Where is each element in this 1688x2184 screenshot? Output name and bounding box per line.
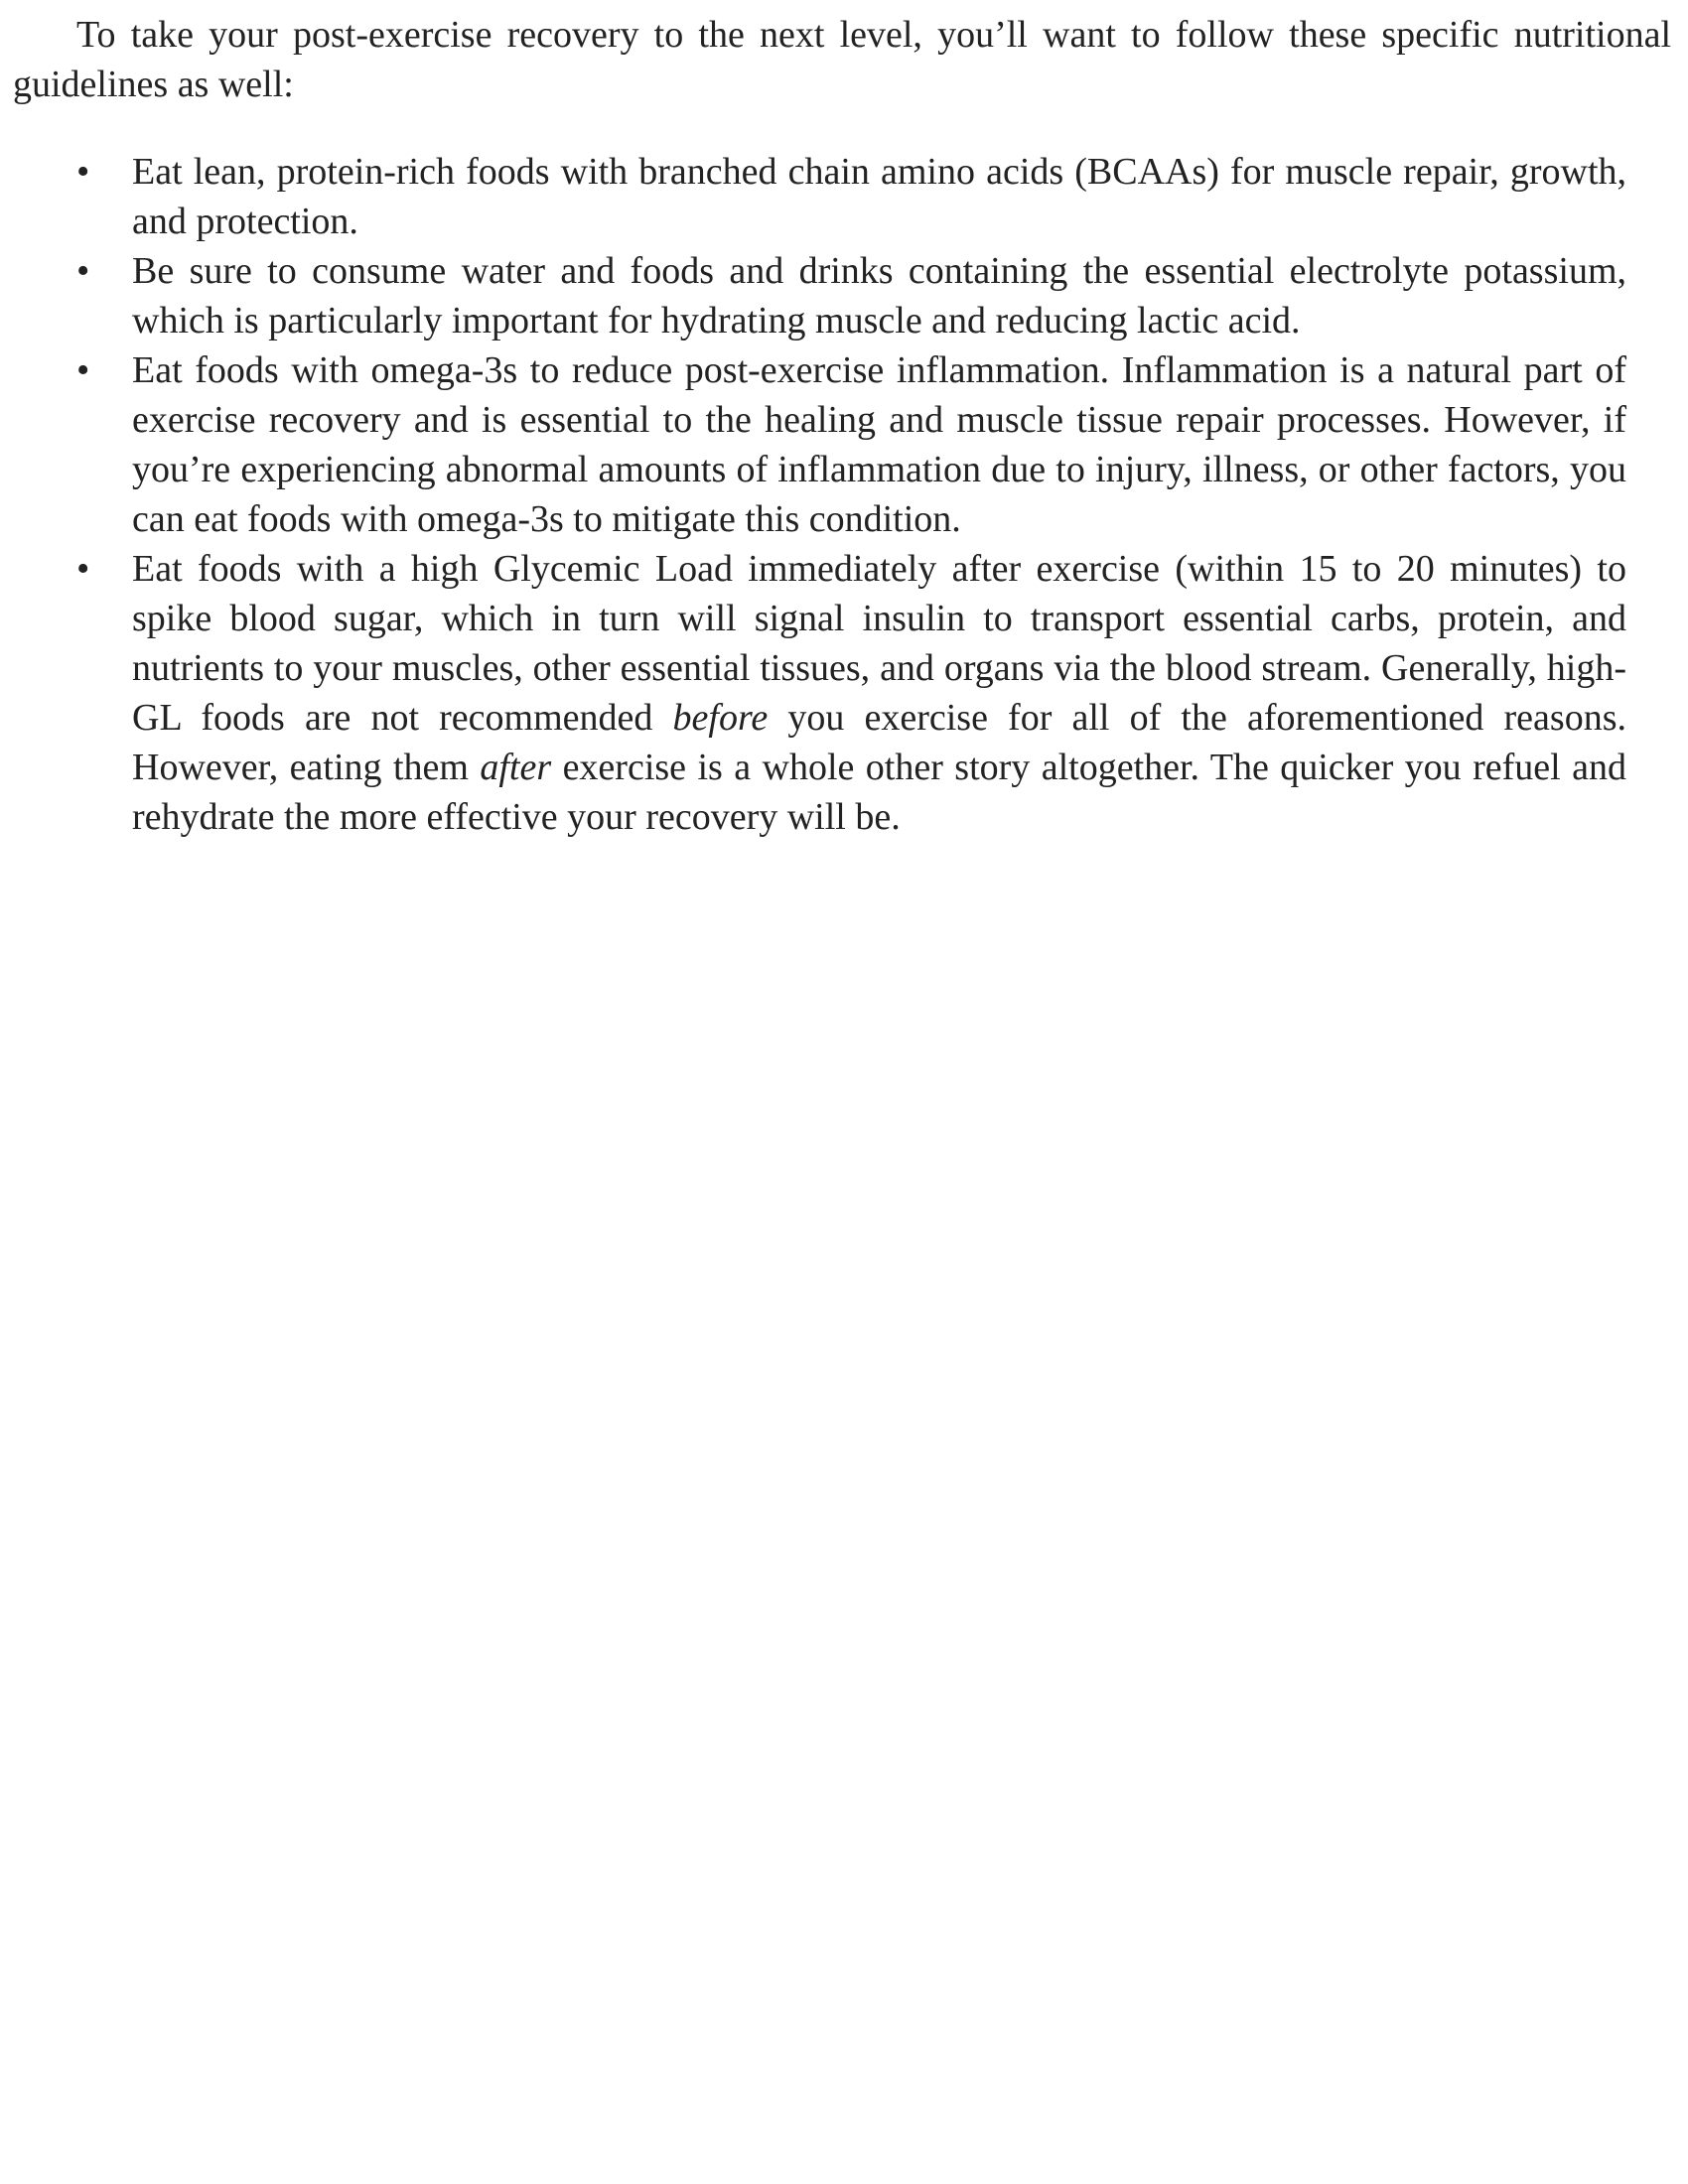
- emphasis-before: before: [672, 697, 769, 739]
- intro-paragraph: To take your post-exercise recovery to the next level, you’ll want to follow these specific nutritional guidelines as well:: [13, 14, 1671, 105]
- bullet-icon: •: [76, 250, 90, 292]
- list-item-text-part: exercise is a whole other story altogether. The quicker you refuel and rehydrate the more effective your recovery will be.: [132, 747, 1626, 838]
- bullet-icon: •: [76, 151, 90, 193]
- document-page: [13, 10, 1671, 842]
- list-item: [76, 345, 1626, 544]
- guidelines-list: [13, 147, 1671, 842]
- list-item-text: Be sure to consume water and foods and drinks containing the essential electrolyte potassium, which is particularly important for hydrating muscle and reducing lactic acid.: [132, 250, 1626, 341]
- list-item-text: Eat lean, protein-rich foods with branched chain amino acids (BCAAs) for muscle repair, growth, and protection.: [132, 151, 1626, 242]
- list-item: [76, 246, 1626, 345]
- list-item: [76, 544, 1626, 842]
- list-item-text: Eat foods with omega-3s to reduce post-exercise inflammation. Inflammation is a natural part of exercise recovery and is essential to the healing and muscle tissue repair processes. However, if you’re experiencing abnormal amounts of inflammation due to injury, illness, or other factors, you can eat foods with omega-3s to mitigate this condition.: [132, 349, 1626, 540]
- bullet-icon: •: [76, 349, 90, 391]
- list-item-text-part: you exercise for all of the aforementioned reasons. However, eating them: [132, 697, 1626, 788]
- list-item-text-part: Eat foods with a high Glycemic Load immediately after exercise (within 15 to 20 minutes) to spike blood sugar, which in turn will signal insulin to transport essential carbs, protein, and nutrients to your muscles, other essential tissues, and organs via the blood stream. Generally, high-GL foods are not recommended: [132, 548, 1626, 739]
- emphasis-after: after: [480, 747, 552, 788]
- list-item: [76, 147, 1626, 246]
- bullet-icon: •: [76, 548, 90, 590]
